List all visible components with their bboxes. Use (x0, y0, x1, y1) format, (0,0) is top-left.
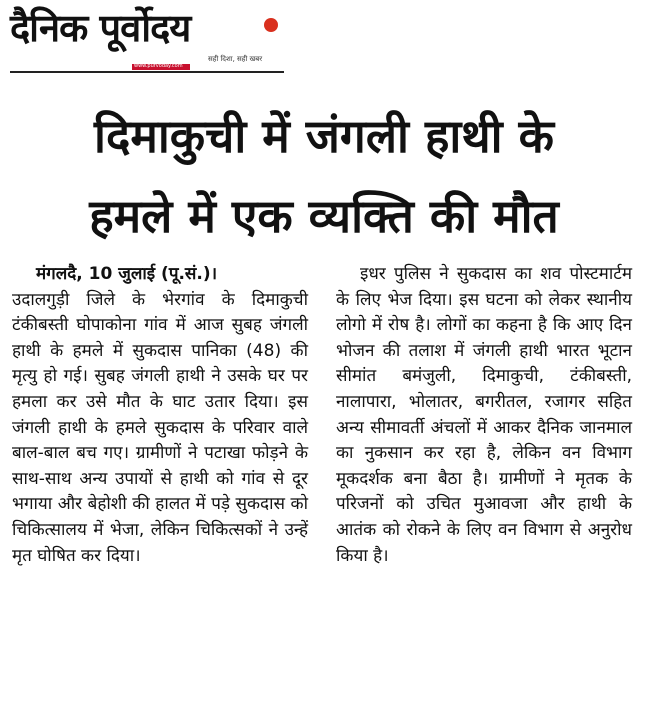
masthead (10, 6, 284, 72)
article-dateline: मंगलदै, 10 जुलाई (पू.सं.)। (36, 264, 218, 284)
article-paragraph-left: उदालगुड़ी जिले के भेरगांव के दिमाकुची टंकीबस्ती घोपाकोना गांव में आज सुबह जंगली हाथी के हमले में सुकदास पानिका (48) की मृत्यु हो गई। सुबह जंगली हाथी ने उसके घर पर हमला कर उसे मौत के घाट उतार दिया। इस जंगली हाथी के हमले सुकदास के परिवार वाले बाल-बाल बच गए। ग्रामीणों ने पटाखा फोड़ने के साथ-साथ अन्य उपायों से हाथी को गांव से दूर भगाया और बेहोशी की हालत में पड़े सुकदास को चिकित्सालय में भेजा, लेकिन चिकित्सकों ने उन्हें मृत घोषित कर दिया। (12, 289, 308, 566)
logo-dot-icon (264, 18, 278, 32)
newspaper-logo: दैनिक पूर्वोदय (10, 6, 191, 50)
headline-line-1: दिमाकुची में जंगली हाथी के (94, 109, 554, 163)
masthead-divider (10, 71, 284, 73)
logo-strip-text: www.purvoday.com (134, 63, 183, 69)
article-paragraph-right: इधर पुलिस ने सुकदास का शव पोस्टमार्टम के लिए भेज दिया। इस घटना को लेकर स्थानीय लोगो में रोष है। लोगों का कहना है कि आए दिन भोजन की तलाश में जंगली हाथी भारत भूटान सीमांत बमंजुली, दिमाकुची, टंकीबस्ती, नालापारा, भोलातर, बगरीतल, रजागर सहित अन्य सीमावर्ती अंचलों में आकर दैनिक जानमाल का नुकसान कर रहा है, लेकिन वन विभाग मूकदर्शक बना बैठा है। ग्रामीणों ने मृतक के परिजनों को उचित मुआवजा और हाथी के आतंक को रोकने के लिए वन विभाग से अनुरोध किया है। (336, 264, 632, 566)
newspaper-tagline: सही दिशा, सही खबर (208, 55, 263, 63)
headline-line-2: हमले में एक व्यक्ति की मौत (89, 189, 559, 243)
article-column-right (336, 262, 632, 569)
article-headline (0, 96, 648, 256)
article-column-left (12, 262, 308, 569)
